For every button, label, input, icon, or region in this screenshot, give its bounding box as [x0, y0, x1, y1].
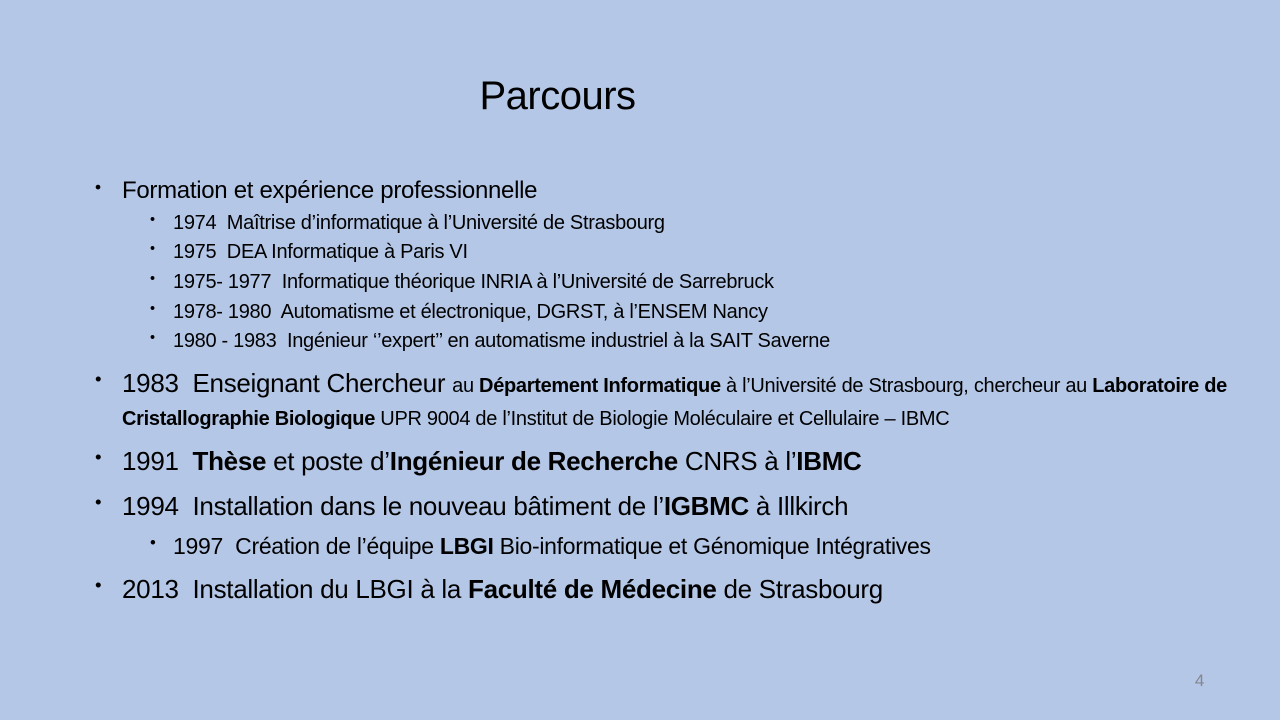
text-segment: Formation et expérience professionnelle — [122, 177, 538, 204]
list-item — [95, 367, 1253, 434]
bullet-text — [173, 211, 1253, 237]
text-segment: 1991 — [122, 446, 193, 477]
bullet-text — [122, 176, 1253, 207]
bullet-icon: • — [150, 211, 155, 228]
list-item — [95, 490, 1253, 523]
bullet-icon: • — [150, 241, 155, 258]
list-item — [95, 176, 1253, 207]
bullet-icon: • — [95, 491, 102, 513]
list-item — [95, 329, 1253, 355]
list-item — [95, 270, 1253, 296]
text-segment: UPR 9004 de l’Institut de Biologie Moléculaire et Cellulaire – IBMC — [375, 407, 950, 430]
list-item — [95, 240, 1253, 266]
bullet-icon: • — [150, 330, 155, 347]
bullet-icon: • — [95, 446, 102, 468]
text-segment: Ingénieur de Recherche — [389, 446, 678, 477]
text-segment: de Strasbourg — [716, 574, 883, 605]
bullet-text — [173, 532, 1253, 561]
bullet-text — [122, 573, 1253, 606]
text-segment: et poste d’ — [266, 446, 390, 477]
text-segment: LBGI — [439, 532, 494, 559]
list-item — [95, 211, 1253, 237]
bullet-icon: • — [95, 574, 102, 596]
list-item — [95, 445, 1253, 478]
bullet-text — [122, 367, 1253, 434]
bullet-text — [173, 329, 1253, 355]
bullet-text — [173, 300, 1253, 326]
bullet-icon: • — [95, 367, 102, 389]
text-segment: Bio-informatique et Génomique Intégratives — [493, 532, 931, 559]
text-segment: 1975 DEA Informatique à Paris VI — [173, 241, 468, 264]
text-segment: 1994 Installation dans le nouveau bâtiment de l’ — [122, 491, 664, 522]
bullet-text — [122, 445, 1253, 478]
bullet-icon: • — [150, 270, 155, 287]
text-segment: Thèse — [192, 446, 267, 477]
text-segment: 1975- 1977 Informatique théorique INRIA à l’Université de Sarrebruck — [173, 270, 774, 293]
text-segment: 2013 Installation du LBGI à la — [122, 574, 468, 605]
list-item — [95, 532, 1253, 561]
text-segment: 1997 Création de l’équipe — [173, 532, 440, 559]
bullet-text — [122, 490, 1253, 523]
text-segment: IGBMC — [663, 491, 749, 522]
text-segment: Faculté de Médecine — [467, 574, 717, 605]
text-segment: CNRS à l’ — [677, 446, 797, 477]
text-segment: IBMC — [796, 446, 862, 477]
bullet-icon: • — [150, 532, 156, 552]
bullet-text — [173, 240, 1253, 266]
bullet-icon: • — [150, 300, 155, 317]
list-item — [95, 300, 1253, 326]
bullet-list — [95, 170, 1253, 610]
slide-title: Parcours — [479, 74, 636, 118]
text-segment: Laboratoire de Cristallographie Biologique — [122, 374, 1233, 430]
text-segment: 1974 Maîtrise d’informatique à l’Université de Strasbourg — [173, 211, 665, 234]
bullet-icon: • — [95, 177, 101, 197]
text-segment: 1978- 1980 Automatisme et électronique, DGRST, à l’ENSEM Nancy — [173, 300, 768, 323]
text-segment: 1983 Enseignant Chercheur — [122, 367, 453, 398]
text-segment: au — [452, 374, 480, 397]
text-segment: Département Informatique — [479, 374, 721, 397]
text-segment: 1980 - 1983 Ingénieur ‘’expert’’ en automatisme industriel à la SAIT Saverne — [173, 330, 830, 353]
text-segment: à l’Université de Strasbourg, chercheur au — [720, 374, 1093, 397]
page-number: 4 — [1194, 671, 1204, 690]
bullet-text — [173, 270, 1253, 296]
text-segment: à Illkirch — [748, 491, 849, 522]
list-item — [95, 573, 1253, 606]
